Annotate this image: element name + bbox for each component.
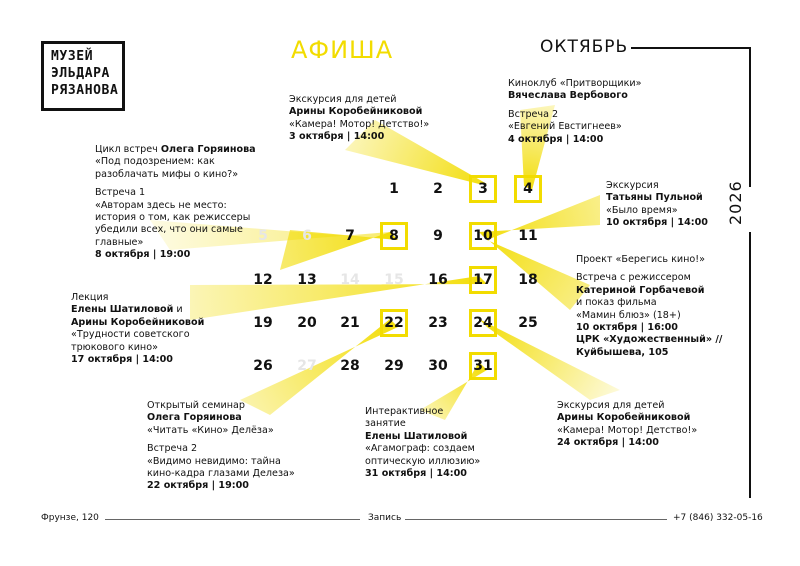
- calendar-day: 27: [297, 358, 317, 374]
- event-host: Вячеслава Вербового: [508, 90, 628, 102]
- calendar-day[interactable]: 3: [478, 181, 488, 197]
- event-oct22: [147, 400, 295, 493]
- event-subtitle: «Камера! Мотор! Детство!»: [289, 118, 430, 130]
- event-oct31: [365, 406, 480, 480]
- month-label: ОКТЯБРЬ: [540, 37, 629, 57]
- event-oct8: [95, 144, 256, 262]
- footer-address: Фрунзе, 120: [41, 513, 99, 523]
- event-title-line-2: занятие: [365, 418, 406, 430]
- event-subtitle: «Читать «Кино» Делёза»: [147, 424, 274, 436]
- calendar-day: 26: [253, 358, 273, 374]
- frame-line-top: [631, 47, 749, 49]
- calendar-day: 6: [302, 228, 312, 244]
- event-host-2: Арины Коробейниковой: [71, 316, 205, 328]
- footer-line-left: [105, 519, 360, 520]
- event-host: Олега Горяинова: [160, 144, 256, 155]
- footer-phone[interactable]: +7 (846) 332-05-16: [673, 513, 763, 523]
- poster-title: АФИША: [291, 36, 394, 64]
- event-title: Экскурсия для детей: [557, 400, 665, 411]
- event-subtitle-line-1: «Видимо невидимо: тайна: [147, 455, 281, 467]
- frame-line-right-bottom: [749, 232, 751, 498]
- event-subtitle-line-2: трюкового кино»: [71, 341, 158, 353]
- event-host: Арины Коробейниковой: [289, 106, 423, 118]
- logo-line-3: РЯЗАНОВА: [51, 83, 119, 98]
- event-oct3: [289, 94, 429, 144]
- event-line-1: Встреча с режиссером: [576, 272, 691, 284]
- event-line-4: «Мамин блюз» (18+): [576, 309, 681, 321]
- event-title: Открытый семинар: [147, 400, 245, 411]
- event-subtitle-line-2: оптическую иллюзию»: [365, 455, 481, 467]
- event-title: Экскурсия для детей: [289, 94, 397, 105]
- calendar-day: 14: [340, 272, 360, 288]
- logo-line-1: МУЗЕЙ: [51, 49, 94, 64]
- calendar-day[interactable]: 17: [473, 272, 493, 288]
- calendar-day[interactable]: 8: [389, 228, 399, 244]
- event-date: 10 октября | 16:00: [576, 322, 678, 334]
- calendar-day: 12: [253, 272, 273, 288]
- event-subtitle-line-3: убедили всех, что они самые: [95, 224, 243, 236]
- logo-line-2: ЭЛЬДАРА: [51, 66, 110, 81]
- footer-signup: Запись: [368, 513, 402, 523]
- event-date: 8 октября | 19:00: [95, 249, 191, 261]
- calendar-day: 7: [345, 228, 355, 244]
- calendar-day[interactable]: 4: [523, 181, 533, 197]
- calendar-day: 20: [297, 315, 317, 331]
- event-title: Киноклуб «Притворщики»: [508, 78, 642, 89]
- event-meeting: Встреча 1: [95, 187, 146, 199]
- event-title-line-1: Интерактивное: [365, 406, 444, 417]
- footer-line-right: [405, 519, 667, 520]
- event-subtitle-line-2: история о том, как режиссеры: [95, 212, 251, 224]
- event-subtitle-line-2: кино-кадра глазами Делеза»: [147, 468, 295, 480]
- event-host: Елены Шатиловой: [365, 430, 468, 442]
- event-series-line-2: разоблачать мифы о кино?»: [95, 168, 239, 180]
- calendar-day[interactable]: 31: [473, 358, 493, 374]
- calendar-day: 23: [428, 315, 448, 331]
- event-subtitle-line-4: главные»: [95, 236, 144, 248]
- event-oct17: [71, 292, 204, 366]
- event-subtitle: «Камера! Мотор! Детство!»: [557, 424, 698, 436]
- event-subtitle-line-1: «Авторам здесь не место:: [95, 199, 227, 211]
- event-date: 4 октября | 14:00: [508, 133, 604, 145]
- event-oct24: [557, 400, 697, 450]
- event-date: 17 октября | 14:00: [71, 354, 173, 366]
- event-title: Лекция: [71, 292, 109, 303]
- calendar-day: 2: [433, 181, 443, 197]
- event-host: Катериной Горбачевой: [576, 284, 705, 296]
- event-date: 3 октября | 14:00: [289, 131, 385, 143]
- event-host: Татьяны Пульной: [606, 192, 703, 204]
- event-host: Арины Коробейниковой: [557, 412, 691, 424]
- calendar-day: 11: [518, 228, 538, 244]
- calendar-day: 18: [518, 272, 538, 288]
- calendar-day: 30: [428, 358, 448, 374]
- calendar-day: 21: [340, 315, 360, 331]
- calendar-day: 16: [428, 272, 448, 288]
- event-venue-line-1: ЦРК «Художественный» //: [576, 334, 723, 346]
- calendar-day: 28: [340, 358, 360, 374]
- event-oct10-excursion: [606, 180, 708, 230]
- calendar-day: 1: [389, 181, 399, 197]
- event-meeting: Встреча 2: [147, 443, 198, 455]
- calendar-day: 5: [258, 228, 268, 244]
- event-line-3: и показ фильма: [576, 297, 657, 309]
- event-meeting: Встреча 2: [508, 108, 559, 120]
- calendar-day: 29: [384, 358, 404, 374]
- museum-logo: [41, 41, 125, 111]
- calendar-day: 13: [297, 272, 317, 288]
- event-oct4: [508, 78, 642, 146]
- calendar-day: 9: [433, 228, 443, 244]
- event-series-prefix: Цикл встреч: [95, 144, 161, 155]
- event-subtitle-line-1: «Трудности советского: [71, 329, 190, 341]
- event-date: 31 октября | 14:00: [365, 468, 467, 480]
- event-and: и: [173, 304, 183, 316]
- event-series-line-1: «Под подозрением: как: [95, 156, 215, 168]
- event-date: 22 октября | 19:00: [147, 480, 249, 492]
- year-label: 2026: [726, 180, 745, 225]
- event-venue-line-2: Куйбышева, 105: [576, 346, 669, 358]
- calendar-day: 25: [518, 315, 538, 331]
- frame-line-right-top: [749, 47, 751, 187]
- event-subtitle: «Евгений Евстигнеев»: [508, 121, 622, 133]
- event-title: Экскурсия: [606, 180, 659, 191]
- calendar-day: 15: [384, 272, 404, 288]
- event-date: 24 октября | 14:00: [557, 437, 659, 449]
- event-host: Олега Горяинова: [147, 412, 242, 424]
- event-date: 10 октября | 14:00: [606, 217, 708, 229]
- event-project: Проект «Берегись кино!»: [576, 254, 705, 265]
- calendar-day[interactable]: 22: [384, 315, 404, 331]
- calendar-day: 19: [253, 315, 273, 331]
- calendar-day[interactable]: 10: [473, 228, 493, 244]
- event-oct10-screening: [576, 254, 722, 359]
- event-subtitle: «Было время»: [606, 204, 678, 216]
- calendar-day[interactable]: 24: [473, 315, 493, 331]
- event-subtitle-line-1: «Агамограф: создаем: [365, 443, 475, 455]
- event-host-1: Елены Шатиловой: [71, 304, 174, 316]
